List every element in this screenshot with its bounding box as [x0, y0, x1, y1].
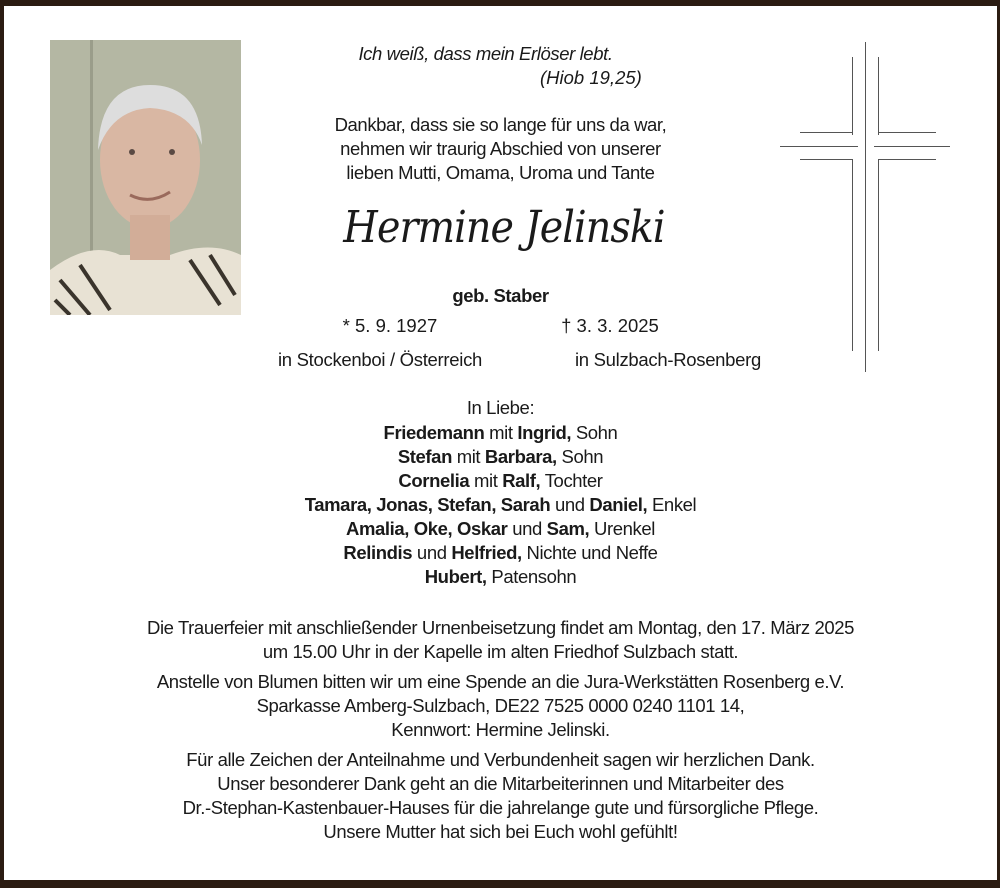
mourner-name: Hubert, — [424, 566, 487, 587]
funeral-line: Die Trauerfeier mit anschließender Urnenbeisetzung findet am Montag, den 17. März 2025 — [146, 617, 855, 638]
mourners-heading: In Liebe: — [466, 397, 535, 418]
mourner-relation: Enkel — [647, 494, 697, 515]
mourner-name: Cornelia — [398, 470, 470, 491]
thanks-line: Unsere Mutter hat sich bei Euch wohl gefühlt! — [323, 821, 678, 842]
mourner-name: Barbara, — [484, 446, 557, 467]
bible-reference: (Hiob 19,25) — [540, 67, 642, 88]
mourner-name: Relindis — [343, 542, 413, 563]
obituary-notice — [4, 6, 997, 880]
mourner-relation: Tochter — [540, 470, 603, 491]
mourner-row — [4, 421, 997, 445]
donation-line: Kennwort: Hermine Jelinski. — [391, 719, 610, 740]
mourner-name: Friedemann — [383, 422, 485, 443]
mourner-relation: Urenkel — [589, 518, 655, 539]
mourner-row — [4, 541, 997, 565]
mourner-name: Stefan — [397, 446, 452, 467]
mourner-relation: und — [412, 542, 452, 563]
thanks-line: Für alle Zeichen der Anteilnahme und Verbundenheit sagen wir herzlichen Dank. — [186, 749, 815, 770]
intro-line: nehmen wir traurig Abschied von unserer — [340, 138, 661, 159]
birth-place: in Stockenboi / Österreich — [277, 349, 483, 370]
mourner-relation: mit — [484, 422, 518, 443]
mourner-relation: Sohn — [556, 446, 604, 467]
donation-line: Anstelle von Blumen bitten wir um eine Spende an die Jura-Werkstätten Rosenberg e.V. — [156, 671, 845, 692]
mourner-row — [4, 469, 997, 493]
mourner-relation: und — [507, 518, 547, 539]
mourner-name: Ralf, — [502, 470, 541, 491]
mourner-relation: Sohn — [571, 422, 618, 443]
mourner-name: Amalia, Oke, Oskar — [346, 518, 508, 539]
thanks-line: Unser besonderer Dank geht an die Mitarbeiterinnen und Mitarbeiter des — [217, 773, 784, 794]
bible-quote: Ich weiß, dass mein Erlöser lebt. — [358, 43, 613, 64]
mourner-name: Sam, — [546, 518, 590, 539]
maiden-name: geb. Staber — [452, 285, 549, 306]
death-date: † 3. 3. 2025 — [561, 315, 659, 336]
mourner-name: Daniel, — [589, 494, 648, 515]
mourner-relation: Nichte und Neffe — [521, 542, 658, 563]
mourner-relation: mit — [451, 446, 485, 467]
funeral-line: um 15.00 Uhr in der Kapelle im alten Friedhof Sulzbach statt. — [262, 641, 739, 662]
mourner-name: Ingrid, — [517, 422, 572, 443]
mourner-name: Helfried, — [451, 542, 522, 563]
mourner-row — [4, 565, 997, 589]
intro-line: Dankbar, dass sie so lange für uns da war, — [334, 114, 667, 135]
mourner-row — [4, 517, 997, 541]
donation-line: Sparkasse Amberg-Sulzbach, DE22 7525 0000 0240 1101 14, — [256, 695, 745, 716]
mourner-row — [4, 493, 997, 517]
mourner-relation: und — [550, 494, 590, 515]
deceased-name: Hermine Jelinski — [343, 202, 665, 253]
thanks-line: Dr.-Stephan-Kastenbauer-Hauses für die jahrelange gute und fürsorgliche Pflege. — [182, 797, 819, 818]
mourner-name: Tamara, Jonas, Stefan, Sarah — [304, 494, 551, 515]
birth-date: * 5. 9. 1927 — [342, 315, 438, 336]
intro-line: lieben Mutti, Omama, Uroma und Tante — [346, 162, 655, 183]
mourner-relation: mit — [469, 470, 503, 491]
death-place: in Sulzbach-Rosenberg — [574, 349, 761, 370]
mourner-relation: Patensohn — [486, 566, 577, 587]
mourner-row — [4, 445, 997, 469]
